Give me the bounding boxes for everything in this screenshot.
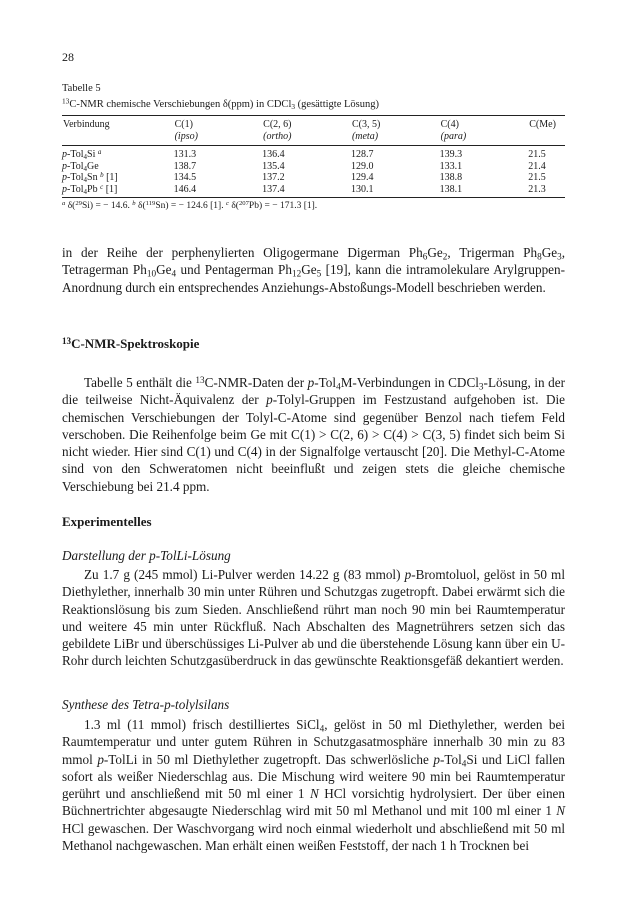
paragraph-oligogermane: in der Reihe der perphenylierten Oligogermane Digerman $Ph_6Ge_2$, Trigerman $Ph_8Ge_3$, Tetragerman $Ph_{10}Ge_4$ und Pentagerman $Ph_{12}Ge_5$ [19], kann die intramolekulare Arylgruppen-Anordnung durch ein entsprechendes Anziehungs-Abstoßungs-Modell beschrieben werden. [62, 245, 565, 295]
subheader-me [528, 131, 565, 146]
value-cell: 129.0 [350, 160, 374, 172]
table-caption: Tabelle 5 [62, 83, 101, 94]
subheader-meta: (meta) [351, 131, 440, 146]
header-c4: C(4) [440, 116, 529, 131]
compound-cell: p-Tol$_4$Ge [62, 160, 99, 173]
header-c1: C(1) [174, 116, 263, 131]
nmr-shift-table [62, 115, 565, 198]
value-cell: 134.5 [173, 172, 197, 183]
value-cell: 21.5 [528, 172, 546, 183]
value-cell: 139.3 [439, 149, 463, 160]
value-cell: 136.4 [262, 149, 285, 160]
value-cell: 130.1 [351, 184, 440, 198]
table-footnote: $^a$ δ($^{29}$Si) = − 14.6. $^b$ δ($^{119}$Sn) = − 124.6 [1]. $^c$ δ($^{207}$Pb) = − 171.3 [1]. [62, 200, 318, 211]
table-row [62, 184, 565, 198]
value-cell: 128.7 [350, 149, 374, 160]
heading-experimental: Experimentelles [62, 514, 152, 529]
header-compound: Verbindung [62, 116, 174, 131]
paragraph-toll-prep: Zu 1.7 g (245 mmol) Li-Pulver werden 14.22 g (83 mmol) p-Bromtoluol, gelöst in 50 ml Diethylether, innerhalb 30 min unter Rühren und Schutzgas zugetropft. Dabei erwärmt sich die Reaktionslösung bis zum Sieden. Anschließend rührt man noch 90 min bei Raumtemperatur und weitere 45 min unter Rückfluß. Nach Abschalten des Magnetrührers setzen sich das gebildete LiBr und überschüssiges Li-Pulver ab und die überstehende Lösung kann über ein U-Rohr durch leichten Schutzgasüberdruck in das gewünschte Reaktionsgefäß dekantiert werden. [62, 567, 565, 669]
value-cell: 135.4 [262, 160, 285, 172]
value-cell: 131.3 [173, 149, 197, 160]
value-cell: 133.1 [439, 160, 463, 172]
paragraph-silane-synthesis: 1.3 ml (11 mmol) frisch destilliertes SiCl$_4$, gelöst in 50 ml Diethylether, werden bei Raumtemperatur und unter gutem Rühren in Schutzgasatmosphäre innerhalb 30 min zu 83 mmol p-TolLi in 50 ml Diethylether zugetropft. Das schwerlösliche p-Tol$_4$Si und LiCl fallen sofort als weißer Niederschlag aus. Die Mischung wird weitere 90 min bei Raumtemperatur gerührt und anschließend mit 50 ml einer 1 N HCl vorsichtig hydrolysiert. Der über einen Büchnertrichter abgesaugte Niederschlag wird mit 50 ml Methanol und mit 100 ml einer 1 N HCl gewaschen. Der Waschvorgang wird noch einmal wiederholt und abschließend mit 50 ml Methanol nachgewaschen. Man erhält einen weißen Feststoff, der nach 1 h Trocknen bei [62, 717, 566, 854]
table-row [62, 161, 565, 173]
page-number: 28 [62, 50, 74, 64]
compound-cell: p-Tol$_4$Sn $^b$ [1] [62, 170, 118, 184]
value-cell: 146.4 [174, 184, 263, 198]
value-cell: 137.2 [262, 172, 285, 183]
value-cell: 137.4 [262, 184, 351, 198]
subheading-silane-synthesis: Synthese des Tetra-p-tolylsilans [62, 697, 230, 712]
subheader-ortho: (ortho) [262, 131, 351, 146]
table-row [62, 146, 565, 161]
value-cell: 138.8 [439, 172, 463, 183]
value-cell: 21.4 [528, 160, 546, 172]
header-c35: C(3, 5) [351, 116, 440, 131]
compound-cell: p-Tol$_4$Pb $^c$ [1] [62, 184, 174, 198]
value-cell: 138.7 [173, 160, 197, 172]
value-cell: 129.4 [350, 172, 374, 183]
table-row [62, 172, 565, 184]
table-5 [62, 82, 565, 212]
table-header-row [62, 116, 565, 131]
heading-nmr-spectroscopy: $^{13}$C-NMR-Spektroskopie [62, 335, 200, 351]
subheading-toll-solution: Darstellung der p-TolLi-Lösung [62, 548, 231, 563]
paragraph-nmr: Tabelle 5 enthält die $^{13}$C-NMR-Daten der p-Tol$_4$M-Verbindungen in CDCl$_3$-Lösung, in der die teilweise Nicht-Äquivalenz der p-Tolyl-Gruppen im Festzustand aufgehoben ist. Die chemischen Verschiebungen der Tolyl-C-Atome sind gegenüber Benzol nach tiefem Feld verschoben. Die Reihenfolge beim Ge mit C(1) > C(2, 6) > C(4) > C(3, 5) findet sich beim Si nicht wieder. Hier sind C(1) und C(4) in der Signalfolge vertauscht [20]. Die Methyl-C-Atome sind von den Schweratomen nicht beeinflußt und zeigen stets die gleiche chemische Verschiebung bei 21.4 ppm. [62, 374, 566, 494]
value-cell: 138.1 [440, 184, 529, 198]
table-subheader-row [62, 131, 565, 146]
header-cme: C(Me) [528, 116, 565, 131]
header-c26: C(2, 6) [262, 116, 351, 131]
value-cell: 21.5 [528, 149, 546, 160]
subheader-para: (para) [440, 131, 529, 146]
value-cell: 21.3 [528, 184, 565, 198]
subheader-compound [62, 131, 174, 146]
compound-cell: p-Tol$_4$Si $^a$ [62, 147, 102, 161]
table-title: $^{13}$C-NMR chemische Verschiebungen δ(ppm) in CDCl$_3$ (gesättigte Lösung) [62, 96, 380, 111]
subheader-ipso: (ipso) [174, 131, 263, 146]
